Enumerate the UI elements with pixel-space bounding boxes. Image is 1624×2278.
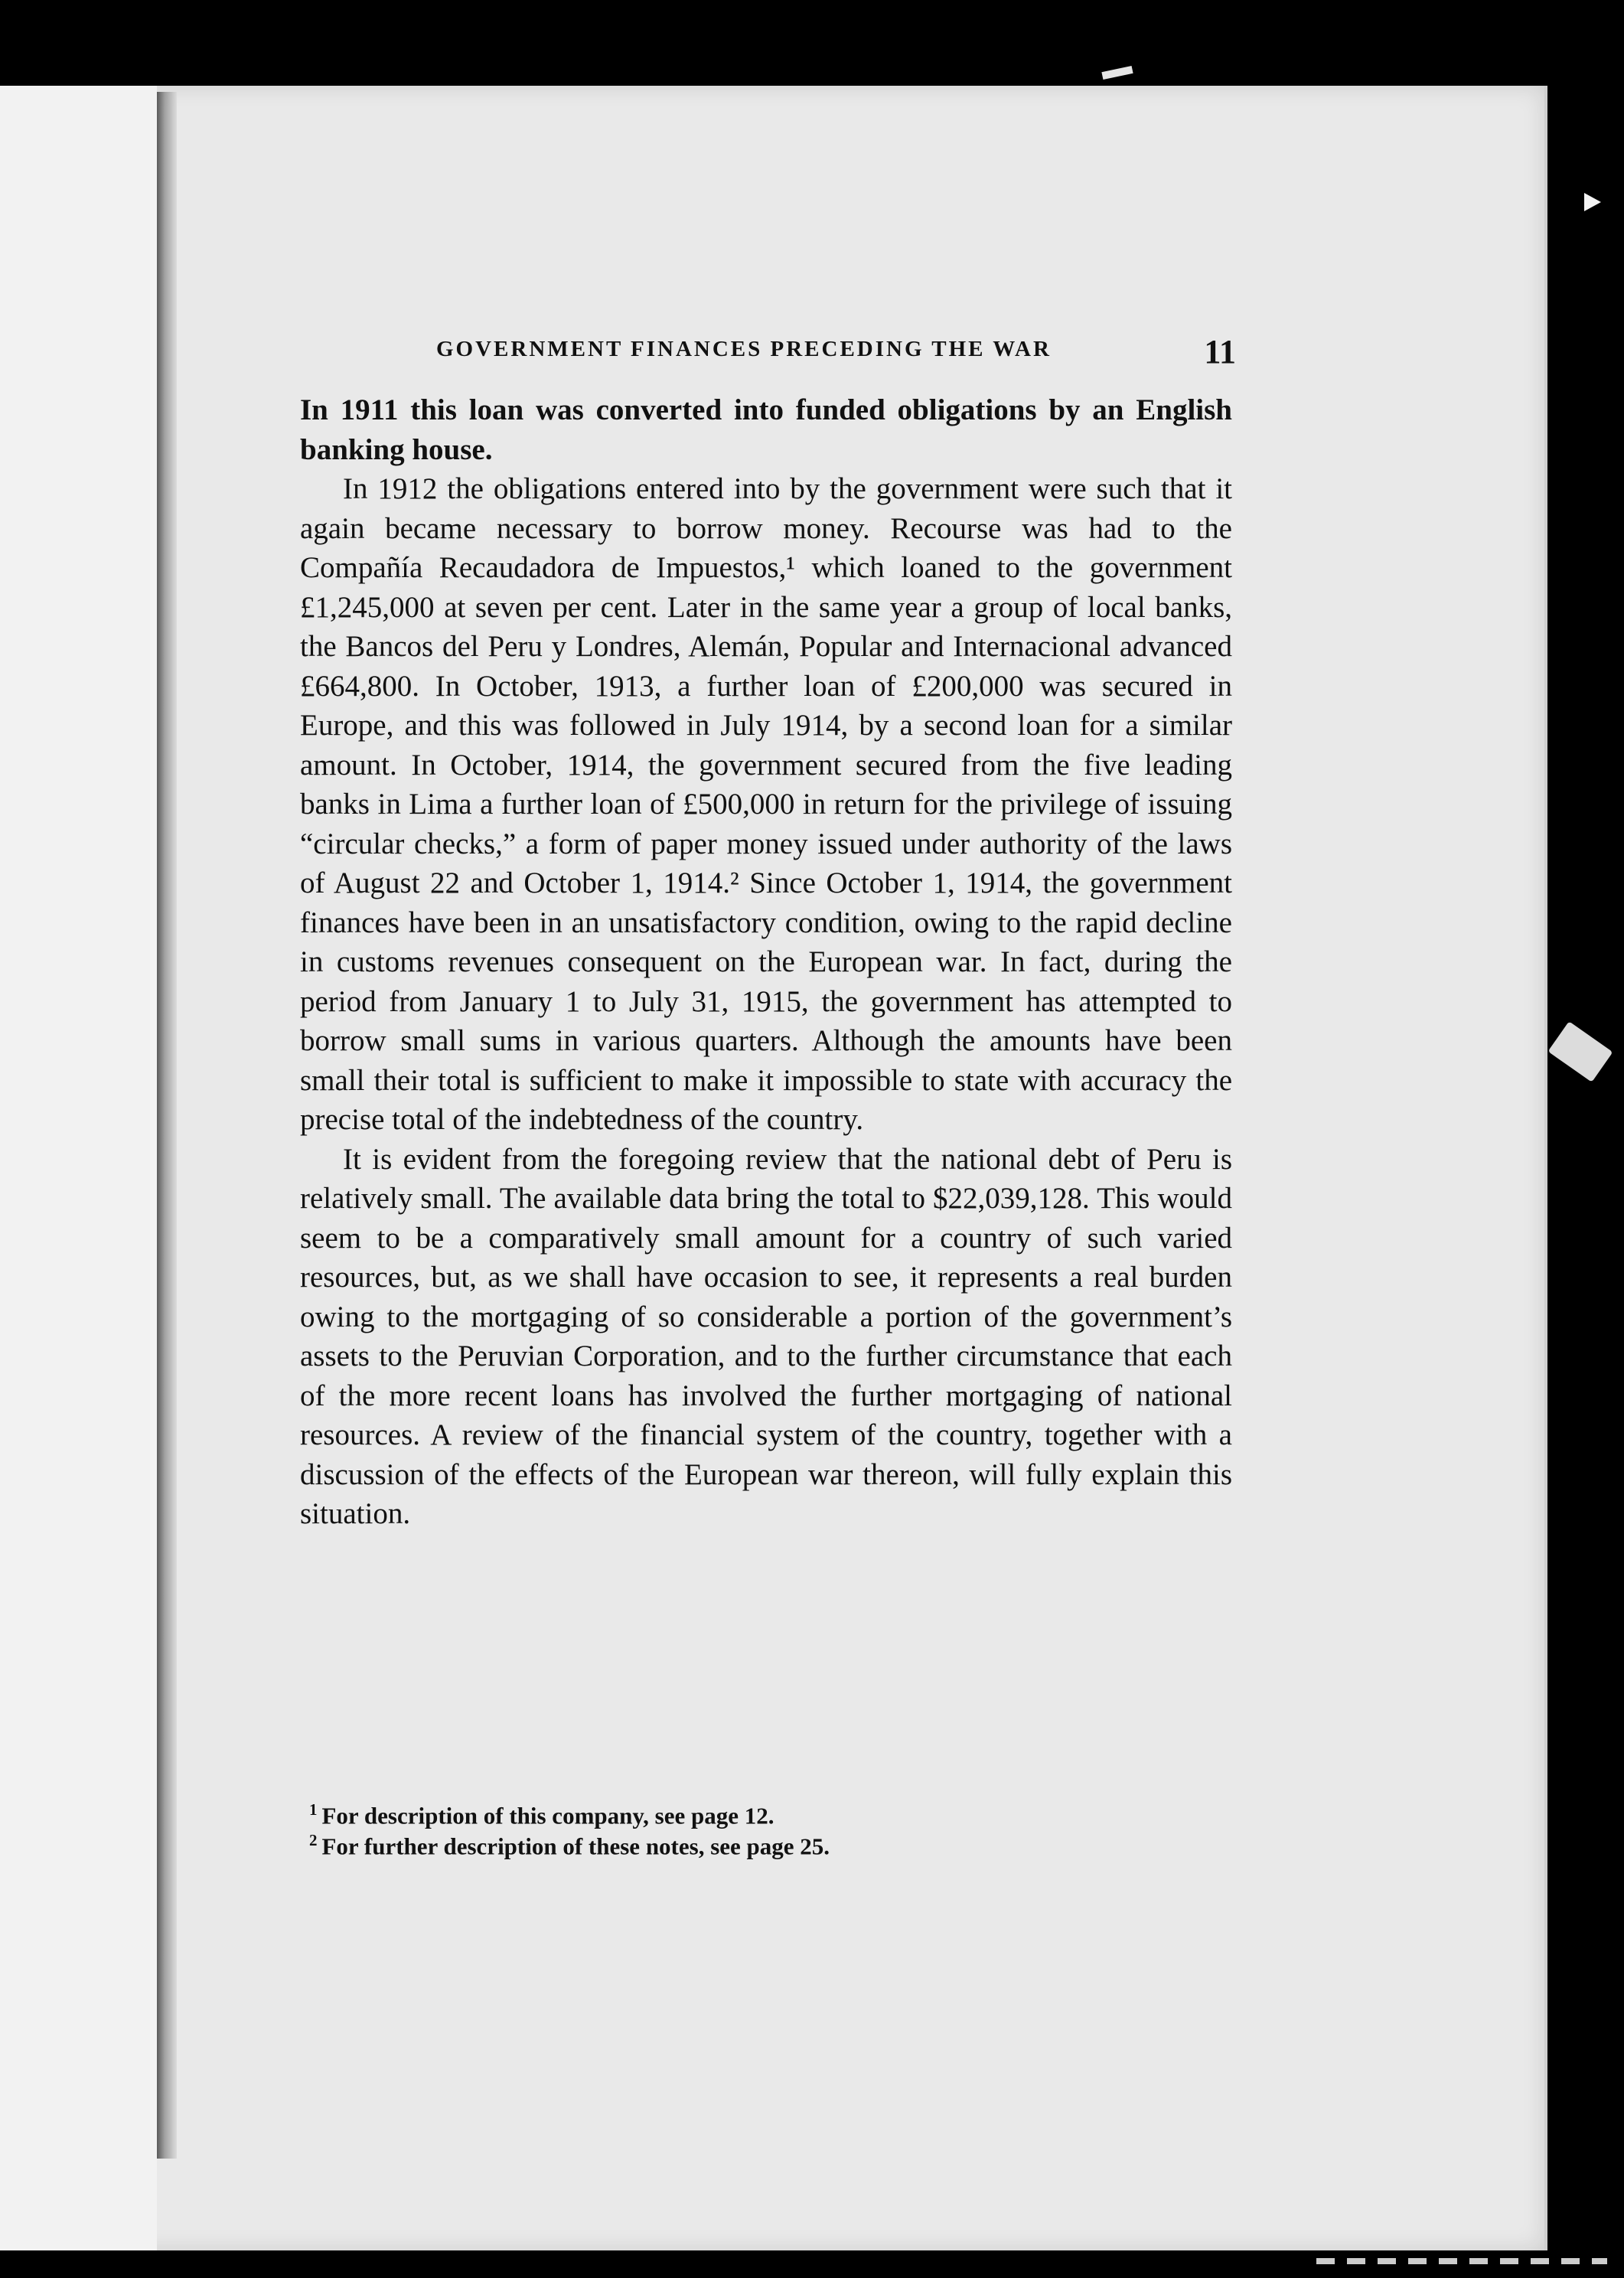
paragraph-3: It is evident from the foregoing review that the national debt of Peru is relatively small. The available data bring the total to $22,039,128. This would seem to be a comparatively small amount for a country of such varied resources, but, as we shall have occasion to see, it represents a real burden owing to the mortgaging of so considerable a portion of the government’s assets to the Peruvian Corporation, and to the further circumstance that each of the more recent loans has involved the further mortgaging of national resources. A review of the financial system of the country, together with a discussion of the effects of the European war thereon, will fully explain this situation. — [300, 1142, 1232, 1530]
running-head — [436, 333, 1236, 375]
page-number: 11 — [1204, 333, 1236, 370]
footnote-1 — [309, 1797, 1151, 1828]
footnote-2 — [309, 1828, 1151, 1859]
scan-artifact-top — [1101, 66, 1133, 80]
paragraph-1: In 1911 this loan was converted into funded obligations by an English banking house. — [300, 393, 1232, 466]
paragraph-2: In 1912 the obligations entered into by the government were such that it again became necessary to borrow money. Recourse was had to the Compañía Recaudadora de Impuestos,¹ which loaned to the government £1,245,000 at seven per cent. Later in the same year a group of local banks, the Bancos del Peru y Londres, Alemán, Popular and Internacional advanced £664,800. In October, 1913, a further loan of £200,000 was secured in Europe, and this was followed in July 1914, by a second loan for a similar amount. In October, 1914, the government secured from the five leading banks in Lima a further loan of £500,000 in return for the privilege of issuing “circular checks,” a form of paper money issued under authority of the laws of August 22 and October 1, 1914.² Since October 1, 1914, the government finances have been in an unsatisfactory condition, owing to the rapid decline in customs revenues consequent on the European war. In fact, during the period from January 1 to July 31, 1915, the government has attempted to borrow small sums in various quarters. Although the amounts have been small their total is sufficient to make it impossible to state with accuracy the precise total of the indebtedness of the country. — [300, 472, 1232, 1136]
page-gutter-shadow — [157, 92, 177, 2159]
running-title: GOVERNMENT FINANCES PRECEDING THE WAR — [436, 337, 1052, 361]
scan-artifact-arrow — [1584, 193, 1601, 211]
scan-artifact-bottom — [1316, 2258, 1607, 2264]
footnote-marker: 1 — [309, 1800, 318, 1819]
footnotes — [309, 1797, 1151, 1859]
body-text — [300, 390, 1232, 1534]
footnote-marker: 2 — [309, 1831, 318, 1850]
footnote-text: For description of this company, see page 12. — [321, 1802, 774, 1829]
scan-artifact-clip — [1548, 1021, 1613, 1082]
facing-page-edge — [0, 86, 157, 2250]
footnote-text: For further description of these notes, see page 25. — [321, 1833, 830, 1860]
